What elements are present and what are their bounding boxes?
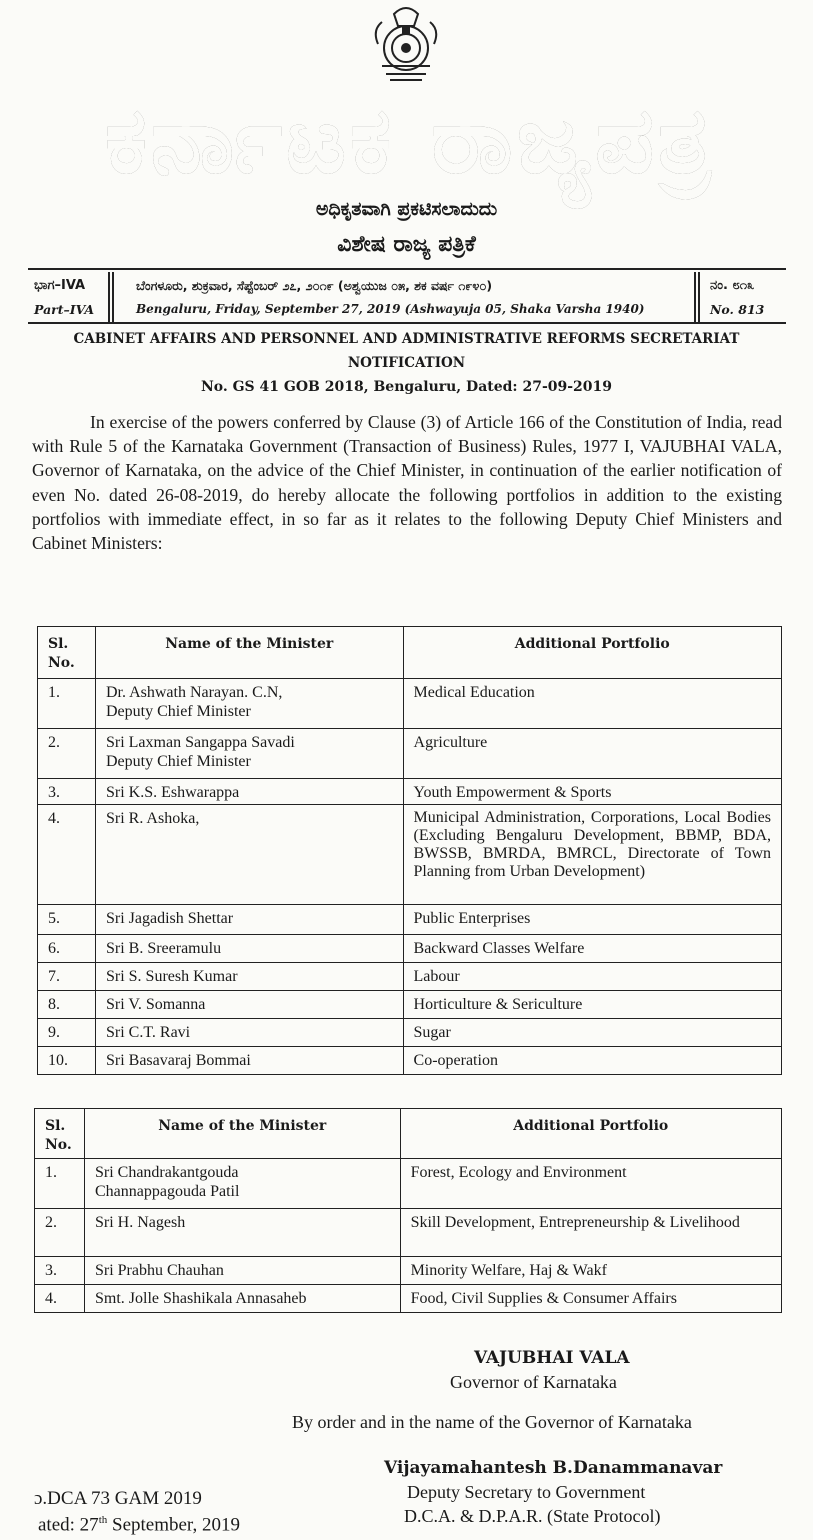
portfolio-table-1 (37, 626, 782, 1075)
portfolio: Minority Welfare, Haj & Wakf (400, 1257, 781, 1285)
table-row (35, 1159, 782, 1209)
sl-no: 1. (38, 679, 96, 729)
minister-name: Sri Jagadish Shettar (95, 905, 403, 935)
minister-name: Sri V. Somanna (95, 991, 403, 1019)
sl-no-header: Sl. No. (38, 627, 96, 679)
portfolio: Food, Civil Supplies & Consumer Affairs (400, 1285, 781, 1313)
officer-department: D.C.A. & D.P.A.R. (State Protocol) (404, 1506, 661, 1526)
table-header-row (38, 627, 782, 679)
additional-portfolio-header: Additional Portfolio (400, 1109, 781, 1159)
issue-number-cell (698, 272, 788, 322)
sl-no-header: Sl. No. (35, 1109, 85, 1159)
notification-body (32, 410, 782, 555)
portfolio: Medical Education (403, 679, 781, 729)
sl-no: 4. (35, 1285, 85, 1313)
sl-no: 2. (38, 729, 96, 779)
minister-name: Sri Chandrakantgouda Channappagouda Patil (84, 1159, 400, 1209)
table-row (38, 991, 782, 1019)
portfolio: Labour (403, 963, 781, 991)
officer-name: Vijayamahantesh B.Danammanavar (384, 1458, 723, 1478)
portfolio: Horticulture & Sericulture (403, 991, 781, 1019)
file-reference-number: ɔ.DCA 73 GAM 2019 (34, 1488, 202, 1509)
sl-no: 10. (38, 1047, 96, 1075)
portfolio: Municipal Administration, Corporations, Local Bodies (Excluding Bengaluru Development, BBMP, BDA, BWSSB, BMRDA, BMRCL, Directorate of Town Planning from Urban Development) (403, 805, 781, 905)
portfolio: Youth Empowerment & Sports (403, 779, 781, 805)
portfolio: Co-operation (403, 1047, 781, 1075)
notification-title: NOTIFICATION (347, 355, 466, 371)
sl-no: 4. (38, 805, 96, 905)
table-row (38, 1019, 782, 1047)
minister-name: Sri R. Ashoka, (95, 805, 403, 905)
sl-no: 1. (35, 1159, 85, 1209)
header-top-rule (28, 268, 786, 270)
portfolio: Agriculture (403, 729, 781, 779)
notification-heading-block (0, 327, 813, 399)
portfolio-table-2 (34, 1108, 782, 1313)
portfolio: Backward Classes Welfare (403, 935, 781, 963)
table-row (38, 805, 782, 905)
table-row (38, 963, 782, 991)
table-row (38, 679, 782, 729)
sl-no: 3. (38, 779, 96, 805)
minister-name-header: Name of the Minister (84, 1109, 400, 1159)
minister-name-header: Name of the Minister (95, 627, 403, 679)
notification-body-text: In exercise of the powers conferred by Clause (3) of Article 166 of the Constitution of India, read with Rule 5 of the Karnataka Government (Transaction of Business) Rules, 1977 I, VAJUBHAI VALA, Governor of Karnataka, on the advice of the Chief Minister, in continuation of the earlier notification of even No. dated 26-08-2019, do hereby allocate the following portfolios in addition to the existing portfolios with immediate effect, in so far as it relates to the following Deputy Chief Ministers and Cabinet Ministers: (32, 412, 782, 554)
minister-name: Sri Basavaraj Bommai (95, 1047, 403, 1075)
table-row (35, 1285, 782, 1313)
table-row (38, 729, 782, 779)
table-row (38, 935, 782, 963)
part-kannada: ಭಾಗ–IVA (34, 278, 86, 293)
header-bottom-rule (28, 322, 786, 324)
minister-name: Sri C.T. Ravi (95, 1019, 403, 1047)
notification-reference: No. GS 41 GOB 2018, Bengaluru, Dated: 27-09-2019 (200, 379, 613, 395)
date-kannada: ಬೆಂಗಳೂರು, ಶುಕ್ರವಾರ, ಸೆಪ್ಟೆಂಬರ್ ೨೭, ೨೦೧೯ (ಅಶ್ವಯುಜ ೦೫, ಶಕ ವರ್ಷ ೧೯೪೦) (136, 278, 493, 293)
part-cell (28, 272, 110, 322)
part-english: Part–IVA (34, 302, 95, 317)
table-row (35, 1209, 782, 1257)
minister-name: Sri K.S. Eshwarappa (95, 779, 403, 805)
table-header-row (35, 1109, 782, 1159)
table-row (38, 779, 782, 805)
table-row (38, 905, 782, 935)
minister-name: Sri Prabhu Chauhan (84, 1257, 400, 1285)
portfolio: Public Enterprises (403, 905, 781, 935)
governor-title: Governor of Karnataka (450, 1372, 617, 1392)
date-english: Bengaluru, Friday, September 27, 2019 (Ashwayuja 05, Shaka Varsha 1940) (136, 302, 645, 316)
gazette-header-band (28, 272, 786, 322)
gazette-title: ಕರ್ನಾಟಕ ರಾಜ್ಯಪತ್ರ (105, 87, 715, 194)
order-line: By order and in the name of the Governor of Karnataka (292, 1412, 692, 1432)
officer-title: Deputy Secretary to Government (407, 1482, 646, 1502)
gazette-special-edition: ವಿಶೇಷ ರಾಜ್ಯ ಪತ್ರಿಕೆ (337, 232, 476, 257)
table-row (38, 1047, 782, 1075)
issue-number-kannada: ನಂ. ೮೧೩ (710, 278, 755, 293)
sl-no: 2. (35, 1209, 85, 1257)
portfolio: Forest, Ecology and Environment (400, 1159, 781, 1209)
minister-name: Smt. Jolle Shashikala Annasaheb (84, 1285, 400, 1313)
sl-no: 6. (38, 935, 96, 963)
sl-no: 5. (38, 905, 96, 935)
minister-name: Sri B. Sreeramulu (95, 935, 403, 963)
sl-no: 7. (38, 963, 96, 991)
minister-name: Sri Laxman Sangappa Savadi Deputy Chief Minister (95, 729, 403, 779)
minister-name: Dr. Ashwath Narayan. C.N, Deputy Chief Minister (95, 679, 403, 729)
table-row (35, 1257, 782, 1285)
portfolio: Sugar (403, 1019, 781, 1047)
minister-name: Sri H. Nagesh (84, 1209, 400, 1257)
gazette-subtitle: ಅಧಿಕೃತವಾಗಿ ಪ್ರಕಟಿಸಲಾದುದು (315, 198, 498, 220)
sl-no: 8. (38, 991, 96, 1019)
state-emblem-icon (368, 4, 444, 84)
minister-name: Sri S. Suresh Kumar (95, 963, 403, 991)
file-reference-date: ated: 27th September, 2019 (38, 1514, 240, 1536)
sl-no: 9. (38, 1019, 96, 1047)
portfolio: Skill Development, Entrepreneurship & Livelihood (400, 1209, 781, 1257)
issue-number-english: No. 813 (710, 302, 765, 317)
governor-name: VAJUBHAI VALA (474, 1348, 630, 1368)
date-cell (112, 272, 696, 322)
additional-portfolio-header: Additional Portfolio (403, 627, 781, 679)
sl-no: 3. (35, 1257, 85, 1285)
department-name: CABINET AFFAIRS AND PERSONNEL AND ADMINISTRATIVE REFORMS SECRETARIAT (73, 331, 740, 347)
